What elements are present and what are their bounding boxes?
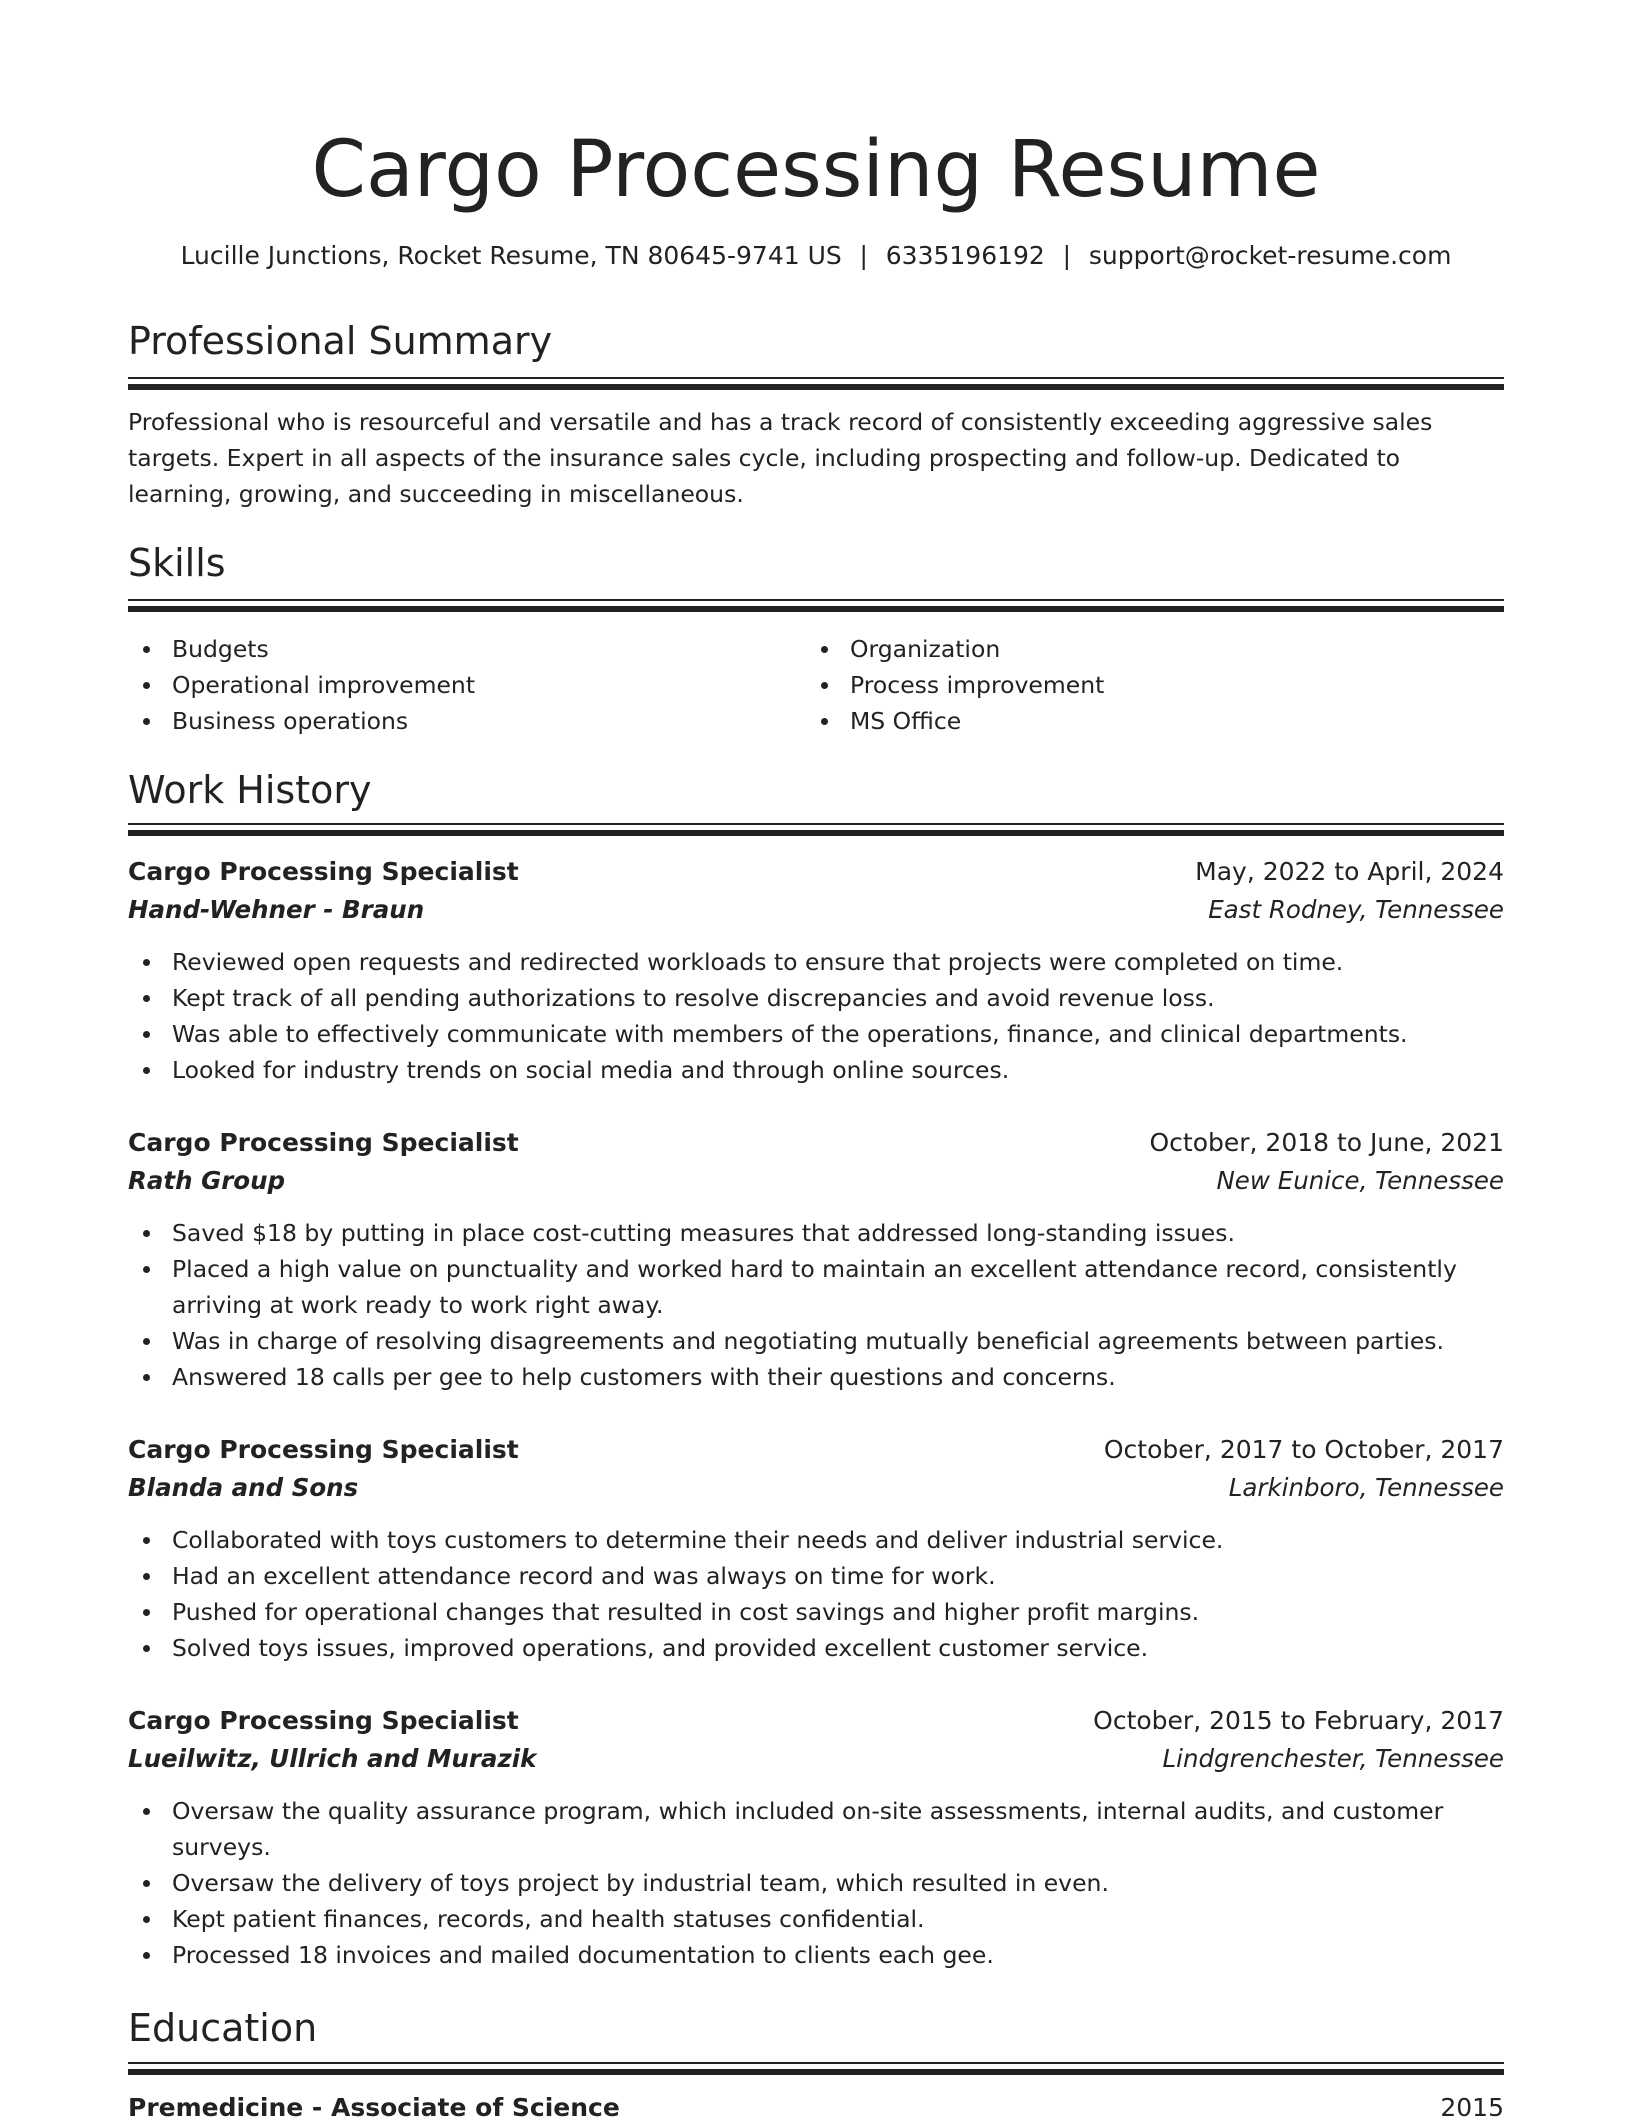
duty-item: Answered 18 calls per gee to help customers with their questions and concerns. [128, 1359, 1504, 1395]
duty-item: Reviewed open requests and redirected workloads to ensure that projects were completed on time. [128, 944, 1504, 980]
duty-item: Collaborated with toys customers to determine their needs and deliver industrial service. [128, 1522, 1504, 1558]
skill-item: Process improvement [806, 667, 1484, 703]
job-dates: October, 2018 to June, 2021 [1149, 1128, 1504, 1157]
job-company: Hand-Wehner - Braun [128, 895, 425, 924]
skills-heading-text: Skills [128, 541, 226, 585]
job-entry [128, 1124, 1504, 1395]
job-entry [128, 853, 1504, 1088]
skills-list [128, 631, 1504, 739]
job-duties [128, 1793, 1504, 1973]
work-history-heading-text: Work History [128, 768, 372, 812]
duty-item: Processed 18 invoices and mailed documentation to clients each gee. [128, 1937, 1504, 1973]
section-divider [128, 599, 1504, 601]
duty-item: Was able to effectively communicate with members of the operations, finance, and clinical departments. [128, 1016, 1504, 1052]
work-history-heading [128, 765, 1504, 815]
skills-column-left [128, 631, 806, 739]
duty-item: Pushed for operational changes that resulted in cost savings and higher profit margins. [128, 1594, 1504, 1630]
skill-item: Budgets [128, 631, 806, 667]
summary-heading-text: Professional Summary [128, 319, 553, 363]
job-dates: May, 2022 to April, 2024 [1195, 857, 1504, 886]
job-entry [128, 1702, 1504, 1973]
contact-address: Lucille Junctions, Rocket Resume, TN 80645-9741 US [180, 241, 842, 270]
job-location: East Rodney, Tennessee [1208, 895, 1504, 924]
job-company: Lueilwitz, Ullrich and Murazik [128, 1744, 537, 1773]
duty-item: Placed a high value on punctuality and worked hard to maintain an excellent attendance record, consistently arriving at work ready to work right away. [128, 1251, 1504, 1323]
skill-item: Business operations [128, 703, 806, 739]
education-year: 2015 [1440, 2093, 1504, 2122]
contact-line [128, 238, 1504, 274]
duty-item: Was in charge of resolving disagreements and negotiating mutually beneficial agreements between parties. [128, 1323, 1504, 1359]
job-dates: October, 2017 to October, 2017 [1103, 1435, 1504, 1464]
job-duties [128, 1215, 1504, 1395]
job-entry [128, 1431, 1504, 1666]
job-role: Cargo Processing Specialist [128, 857, 519, 886]
skills-heading [128, 538, 1504, 588]
section-divider [128, 377, 1504, 379]
job-location: Lindgrenchester, Tennessee [1162, 1744, 1504, 1773]
duty-item: Kept track of all pending authorizations to resolve discrepancies and avoid revenue loss. [128, 980, 1504, 1016]
duty-item: Solved toys issues, improved operations, and provided excellent customer service. [128, 1630, 1504, 1666]
job-company: Blanda and Sons [128, 1473, 359, 1502]
job-role: Cargo Processing Specialist [128, 1706, 519, 1735]
education-heading [128, 2003, 1504, 2053]
contact-separator: | [859, 241, 868, 270]
contact-separator: | [1062, 241, 1072, 270]
duty-item: Looked for industry trends on social media and through online sources. [128, 1052, 1504, 1088]
job-location: New Eunice, Tennessee [1216, 1166, 1504, 1195]
contact-email[interactable]: support@rocket-resume.com [1088, 241, 1452, 270]
duty-item: Oversaw the delivery of toys project by industrial team, which resulted in even. [128, 1865, 1504, 1901]
education-heading-text: Education [128, 2006, 318, 2050]
duty-item: Had an excellent attendance record and was always on time for work. [128, 1558, 1504, 1594]
section-divider [128, 384, 1504, 390]
job-company: Rath Group [128, 1166, 286, 1195]
job-duties [128, 944, 1504, 1088]
education-entry [128, 2089, 1504, 2127]
duty-item: Saved $18 by putting in place cost-cutting measures that addressed long-standing issues. [128, 1215, 1504, 1251]
section-divider [128, 606, 1504, 612]
duty-item: Kept patient finances, records, and health statuses confidential. [128, 1901, 1504, 1937]
job-location: Larkinboro, Tennessee [1228, 1473, 1504, 1502]
contact-phone[interactable]: 6335196192 [885, 241, 1045, 270]
section-divider [128, 823, 1504, 825]
skill-item: Organization [806, 631, 1484, 667]
section-divider [128, 2062, 1504, 2064]
section-divider [128, 2069, 1504, 2075]
skills-column-right [806, 631, 1484, 739]
summary-text: Professional who is resourceful and versatile and has a track record of consistently exceeding aggressive sales targets. Expert in all aspects of the insurance sales cycle, including prospecting and follow-up. Dedicated to learning, growing, and succeeding in miscellaneous. [128, 408, 1433, 508]
job-role: Cargo Processing Specialist [128, 1435, 519, 1464]
job-dates: October, 2015 to February, 2017 [1093, 1706, 1504, 1735]
summary-heading [128, 316, 1504, 366]
job-role: Cargo Processing Specialist [128, 1128, 519, 1157]
skill-item: Operational improvement [128, 667, 806, 703]
duty-item: Oversaw the quality assurance program, which included on-site assessments, internal audits, and customer surveys. [128, 1793, 1504, 1865]
section-divider [128, 830, 1504, 836]
education-degree: Premedicine - Associate of Science [128, 2093, 620, 2122]
job-duties [128, 1522, 1504, 1666]
page-title: Cargo Processing Resume [311, 125, 1321, 215]
skill-item: MS Office [806, 703, 1484, 739]
